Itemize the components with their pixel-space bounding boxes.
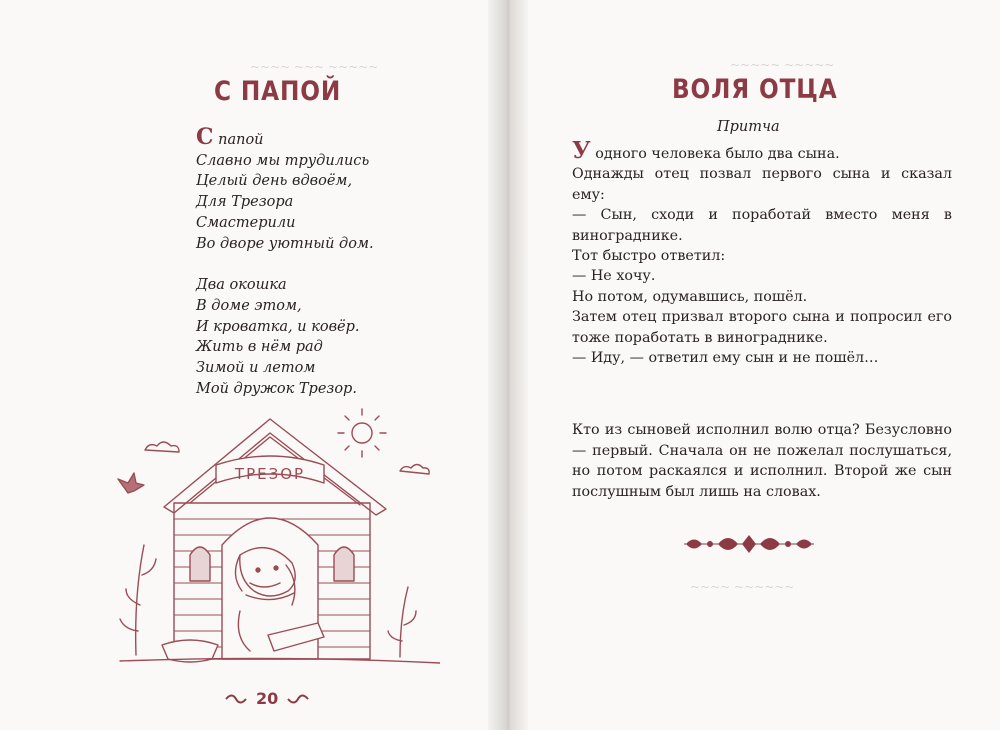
right-page-subtitle: Притча — [717, 119, 780, 135]
right-page-title: ВОЛЯ ОТЦА — [672, 74, 838, 105]
cloud-icon — [145, 442, 179, 452]
bleed-through-decoration: ~~~~~ ~~~~~ — [730, 58, 835, 72]
paragraph: — Не хочу. — [572, 268, 656, 285]
decorative-divider-icon — [684, 533, 814, 555]
poem-line: Целый день вдвоём, — [196, 173, 353, 190]
poem-line: Два окошка — [196, 277, 287, 294]
paragraph: — Сын, сходи и поработай вместо меня в винограднике. — [572, 207, 952, 244]
doghouse-window — [334, 547, 354, 581]
poem-line: Во дворе уютный дом. — [196, 235, 374, 252]
poem-line: Славно мы трудились — [196, 152, 370, 169]
doghouse-window — [190, 547, 210, 581]
poem-line: Зимой и летом — [196, 360, 316, 377]
poem-stanza-2 — [196, 275, 456, 399]
poem-line: Смастерили — [196, 214, 296, 231]
folio-ornament-left-icon — [224, 693, 248, 705]
right-page — [520, 0, 1000, 730]
poem-line: В доме этом, — [196, 297, 302, 314]
paragraph: — Иду, — ответил ему сын и не пошёл… — [572, 350, 879, 367]
plant-icon — [120, 545, 156, 655]
paragraph: Однажды отец позвал первого сына и сказал ему: — [572, 166, 952, 203]
plant-icon — [388, 587, 416, 657]
page-number: 20 — [256, 689, 279, 708]
paragraph-gap — [572, 368, 952, 420]
poem-line: И кроватка, и ковёр. — [196, 318, 360, 335]
poem-line: С папой — [196, 124, 264, 150]
bird-icon — [118, 473, 144, 493]
left-page-title: С ПАПОЙ — [214, 76, 342, 107]
page-folio — [224, 689, 310, 708]
ground-line — [120, 658, 440, 663]
drop-cap: С — [196, 124, 214, 150]
doghouse-illustration — [100, 405, 440, 675]
doghouse-sign-text: ТРЕЗОР — [234, 465, 306, 483]
bleed-through-decoration: ~~~~ ~~~ ~~~~~ — [250, 60, 379, 74]
moral-paragraph: Кто из сыновей исполнил волю отца? Безусловно — первый. Сначала он не пожелал послушаться, но потом раскаялся и исполнил. Второй же сын послушным был лишь на словах. — [572, 422, 952, 500]
paragraph: Тот быстро ответил: — [572, 248, 726, 265]
folio-ornament-right-icon — [286, 693, 310, 705]
drop-cap: У — [572, 137, 591, 164]
paragraph: Но потом, одумавшись, пошёл. — [572, 288, 808, 305]
paragraph: У одного человека было два сына. — [572, 137, 840, 164]
paragraph: Затем отец призвал второго сына и попросил его тоже поработать в винограднике. — [572, 309, 952, 346]
poem — [196, 124, 456, 420]
bleed-through-decoration: ~~~~ ~~~~~~ — [690, 580, 795, 594]
parable-text — [572, 137, 952, 502]
poem-line: Мой дружок Трезор. — [196, 380, 357, 397]
poem-line: Жить в нём рад — [196, 339, 323, 356]
poem-stanza-1 — [196, 124, 456, 254]
sun-icon — [338, 409, 386, 457]
poem-line: Для Трезора — [196, 194, 294, 211]
cloud-icon — [400, 465, 429, 475]
